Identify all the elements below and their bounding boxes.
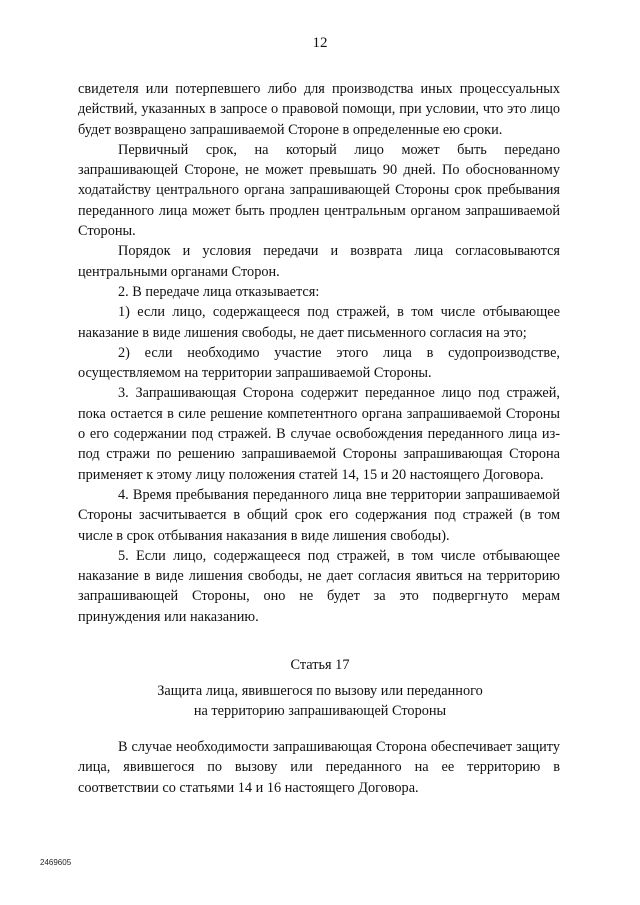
paragraph-refusal-item-1: 1) если лицо, содержащееся под стражей, в том числе отбывающее наказание в виде лишения свободы, не дает письменного согласия на это; [78,304,560,341]
paragraph-initial-term: Первичный срок, на который лицо может быть передано запрашивающей Стороне, не может превышать 90 дней. По обоснованному ходатайству центрального органа запрашивающей Стороны срок пребывания переданного лица может быть продлен центральным органом запрашиваемой Стороны. [78,141,560,240]
paragraph-continuation: свидетеля или потерпевшего либо для производства иных процессуальных действий, указанных в запросе о правовой помощи, при условии, что это лицо будет возвращено запрашиваемой Стороне в определенные ею сроки. [78,81,560,138]
paragraph-custody-clause: 3. Запрашивающая Сторона содержит переданное лицо под стражей, пока остается в силе решение компетентного органа запрашиваемой Стороны о его содержании под стражей. В случае освобождения переданного лица из-под стражи по решению запрашиваемой Стороны запрашивающая Сторона применяет к этому лицу положения статей 14, 15 и 20 настоящего Договора. [78,385,560,483]
paragraph-time-credit-clause: 4. Время пребывания переданного лица вне территории запрашиваемой Стороны засчитывается в общий срок его содержания под стражей (в том числе в срок отбывания наказания в виде лишения свободы). [78,486,560,544]
paragraph-no-coercion-clause: 5. Если лицо, содержащееся под стражей, в том числе отбывающее наказание в виде лишения свободы, не дает согласия явиться на территорию запрашивающей Стороны, оно не будет за это подвергнуто мерам принуждения или наказанию. [78,547,560,625]
paragraph-transfer-procedure: Порядок и условия передачи и возврата лица согласовываются центральными органами Сторон. [78,243,560,280]
paragraph-refusal-clause: 2. В передаче лица отказывается: [118,283,320,300]
article-title [0,681,640,721]
article-body [78,737,560,798]
article-title-line-2: на территорию запрашивающей Стороны [193,703,447,719]
page-number: 12 [312,35,328,51]
article-body-paragraph: В случае необходимости запрашивающая Сторона обеспечивает защиту лица, явившегося по вызову или переданного на ее территорию в соответствии со статьями 14 и 16 настоящего Договора. [78,739,560,796]
article-title-line-1: Защита лица, явившегося по вызову или переданного [157,683,483,699]
article-heading: Статья 17 [290,657,350,673]
paragraph-refusal-item-2: 2) если необходимо участие этого лица в судопроизводстве, осуществляемом на территории запрашиваемой Стороны. [78,344,560,382]
body-text [78,79,560,627]
document-code: 2469605 [40,858,72,867]
